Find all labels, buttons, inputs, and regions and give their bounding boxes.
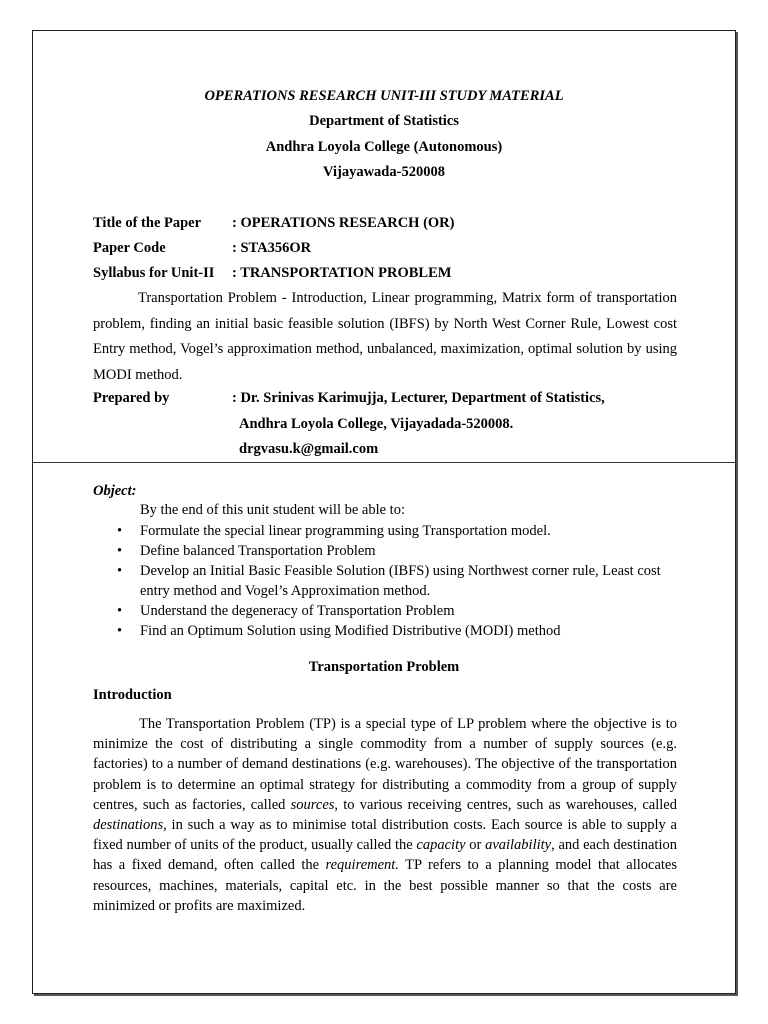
paper-code-row bbox=[93, 240, 311, 257]
bullet-icon: • bbox=[117, 523, 123, 539]
paper-title-row bbox=[93, 215, 454, 232]
prepared-by-line1: : Dr. Srinivas Karimujja, Lecturer, Department of Statistics, bbox=[232, 390, 605, 406]
author-email-link[interactable]: drgvasu.k@gmail.com bbox=[239, 441, 379, 457]
object-intro: By the end of this unit student will be able to: bbox=[140, 502, 405, 518]
syllabus-unit-key: Syllabus for Unit-II bbox=[93, 265, 215, 281]
bullet-icon: • bbox=[117, 563, 123, 579]
college-city: Vijayawada-520008 bbox=[323, 164, 445, 180]
document-title: OPERATIONS RESEARCH UNIT-III STUDY MATERIAL bbox=[204, 88, 564, 104]
list-item: • Develop an Initial Basic Feasible Solution (IBFS) using Northwest corner rule, Least cost entry method and Vogel’s Approximation method. bbox=[117, 563, 661, 599]
paper-title-key: Title of the Paper bbox=[93, 215, 202, 231]
paper-code-value: : STA356OR bbox=[232, 240, 312, 256]
list-item: • Formulate the special linear programming using Transportation model. bbox=[117, 523, 551, 539]
syllabus-description bbox=[93, 286, 677, 388]
syllabus-unit-row bbox=[93, 265, 451, 282]
introduction-paragraph: The Transportation Problem (TP) is a special type of LP problem where the objective is to minimize the cost of distributing a single commodity from a number of supply sources (e.g. factories) to a number of demand destinations (e.g. warehouses). The objective of the transportation problem is to determine an optimal strategy for distributing a commodity from a group of supply centres, such as factories, called sources, to various receiving centres, such as warehouses, called destinations, in such a way as to minimise total distribution costs. Each source is able to supply a fixed number of units of the product, usually called the capacity or availability, and each destination has a fixed demand, often called the requirement. TP refers to a planning model that allocates resources, machines, materials, capital etc. in the best possible manner so that the costs are minimized or profits are maximized. bbox=[93, 716, 677, 914]
section-heading: Transportation Problem bbox=[308, 659, 460, 675]
department-name: Department of Statistics bbox=[309, 113, 459, 129]
section-divider bbox=[33, 462, 735, 463]
prepared-by-row bbox=[93, 390, 605, 407]
college-name: Andhra Loyola College (Autonomous) bbox=[265, 139, 503, 155]
prepared-by-line2: Andhra Loyola College, Vijayadada-520008. bbox=[239, 416, 514, 432]
introduction-body bbox=[93, 714, 677, 916]
bullet-icon: • bbox=[117, 623, 123, 639]
prepared-by-key: Prepared by bbox=[93, 390, 170, 406]
object-label: Object: bbox=[93, 483, 137, 499]
list-item: • Understand the degeneracy of Transportation Problem bbox=[117, 603, 455, 619]
bullet-icon: • bbox=[117, 603, 123, 619]
document-page bbox=[32, 30, 736, 994]
list-item: • Define balanced Transportation Problem bbox=[117, 543, 376, 559]
paper-title-value: : OPERATIONS RESEARCH (OR) bbox=[232, 215, 455, 231]
syllabus-paragraph: Transportation Problem - Introduction, Linear programming, Matrix form of transportation problem, finding an initial basic feasible solution (IBFS) by North West Corner Rule, Lowest cost Entry method, Vogel’s approximation method, unbalanced, maximization, optimal solution by using MODI method. bbox=[93, 290, 677, 383]
introduction-heading: Introduction bbox=[93, 687, 172, 703]
list-item: • Find an Optimum Solution using Modified Distributive (MODI) method bbox=[117, 623, 561, 639]
bullet-icon: • bbox=[117, 543, 123, 559]
paper-code-key: Paper Code bbox=[93, 240, 166, 256]
objectives-list bbox=[113, 521, 693, 641]
syllabus-unit-value: : TRANSPORTATION PROBLEM bbox=[232, 265, 452, 281]
